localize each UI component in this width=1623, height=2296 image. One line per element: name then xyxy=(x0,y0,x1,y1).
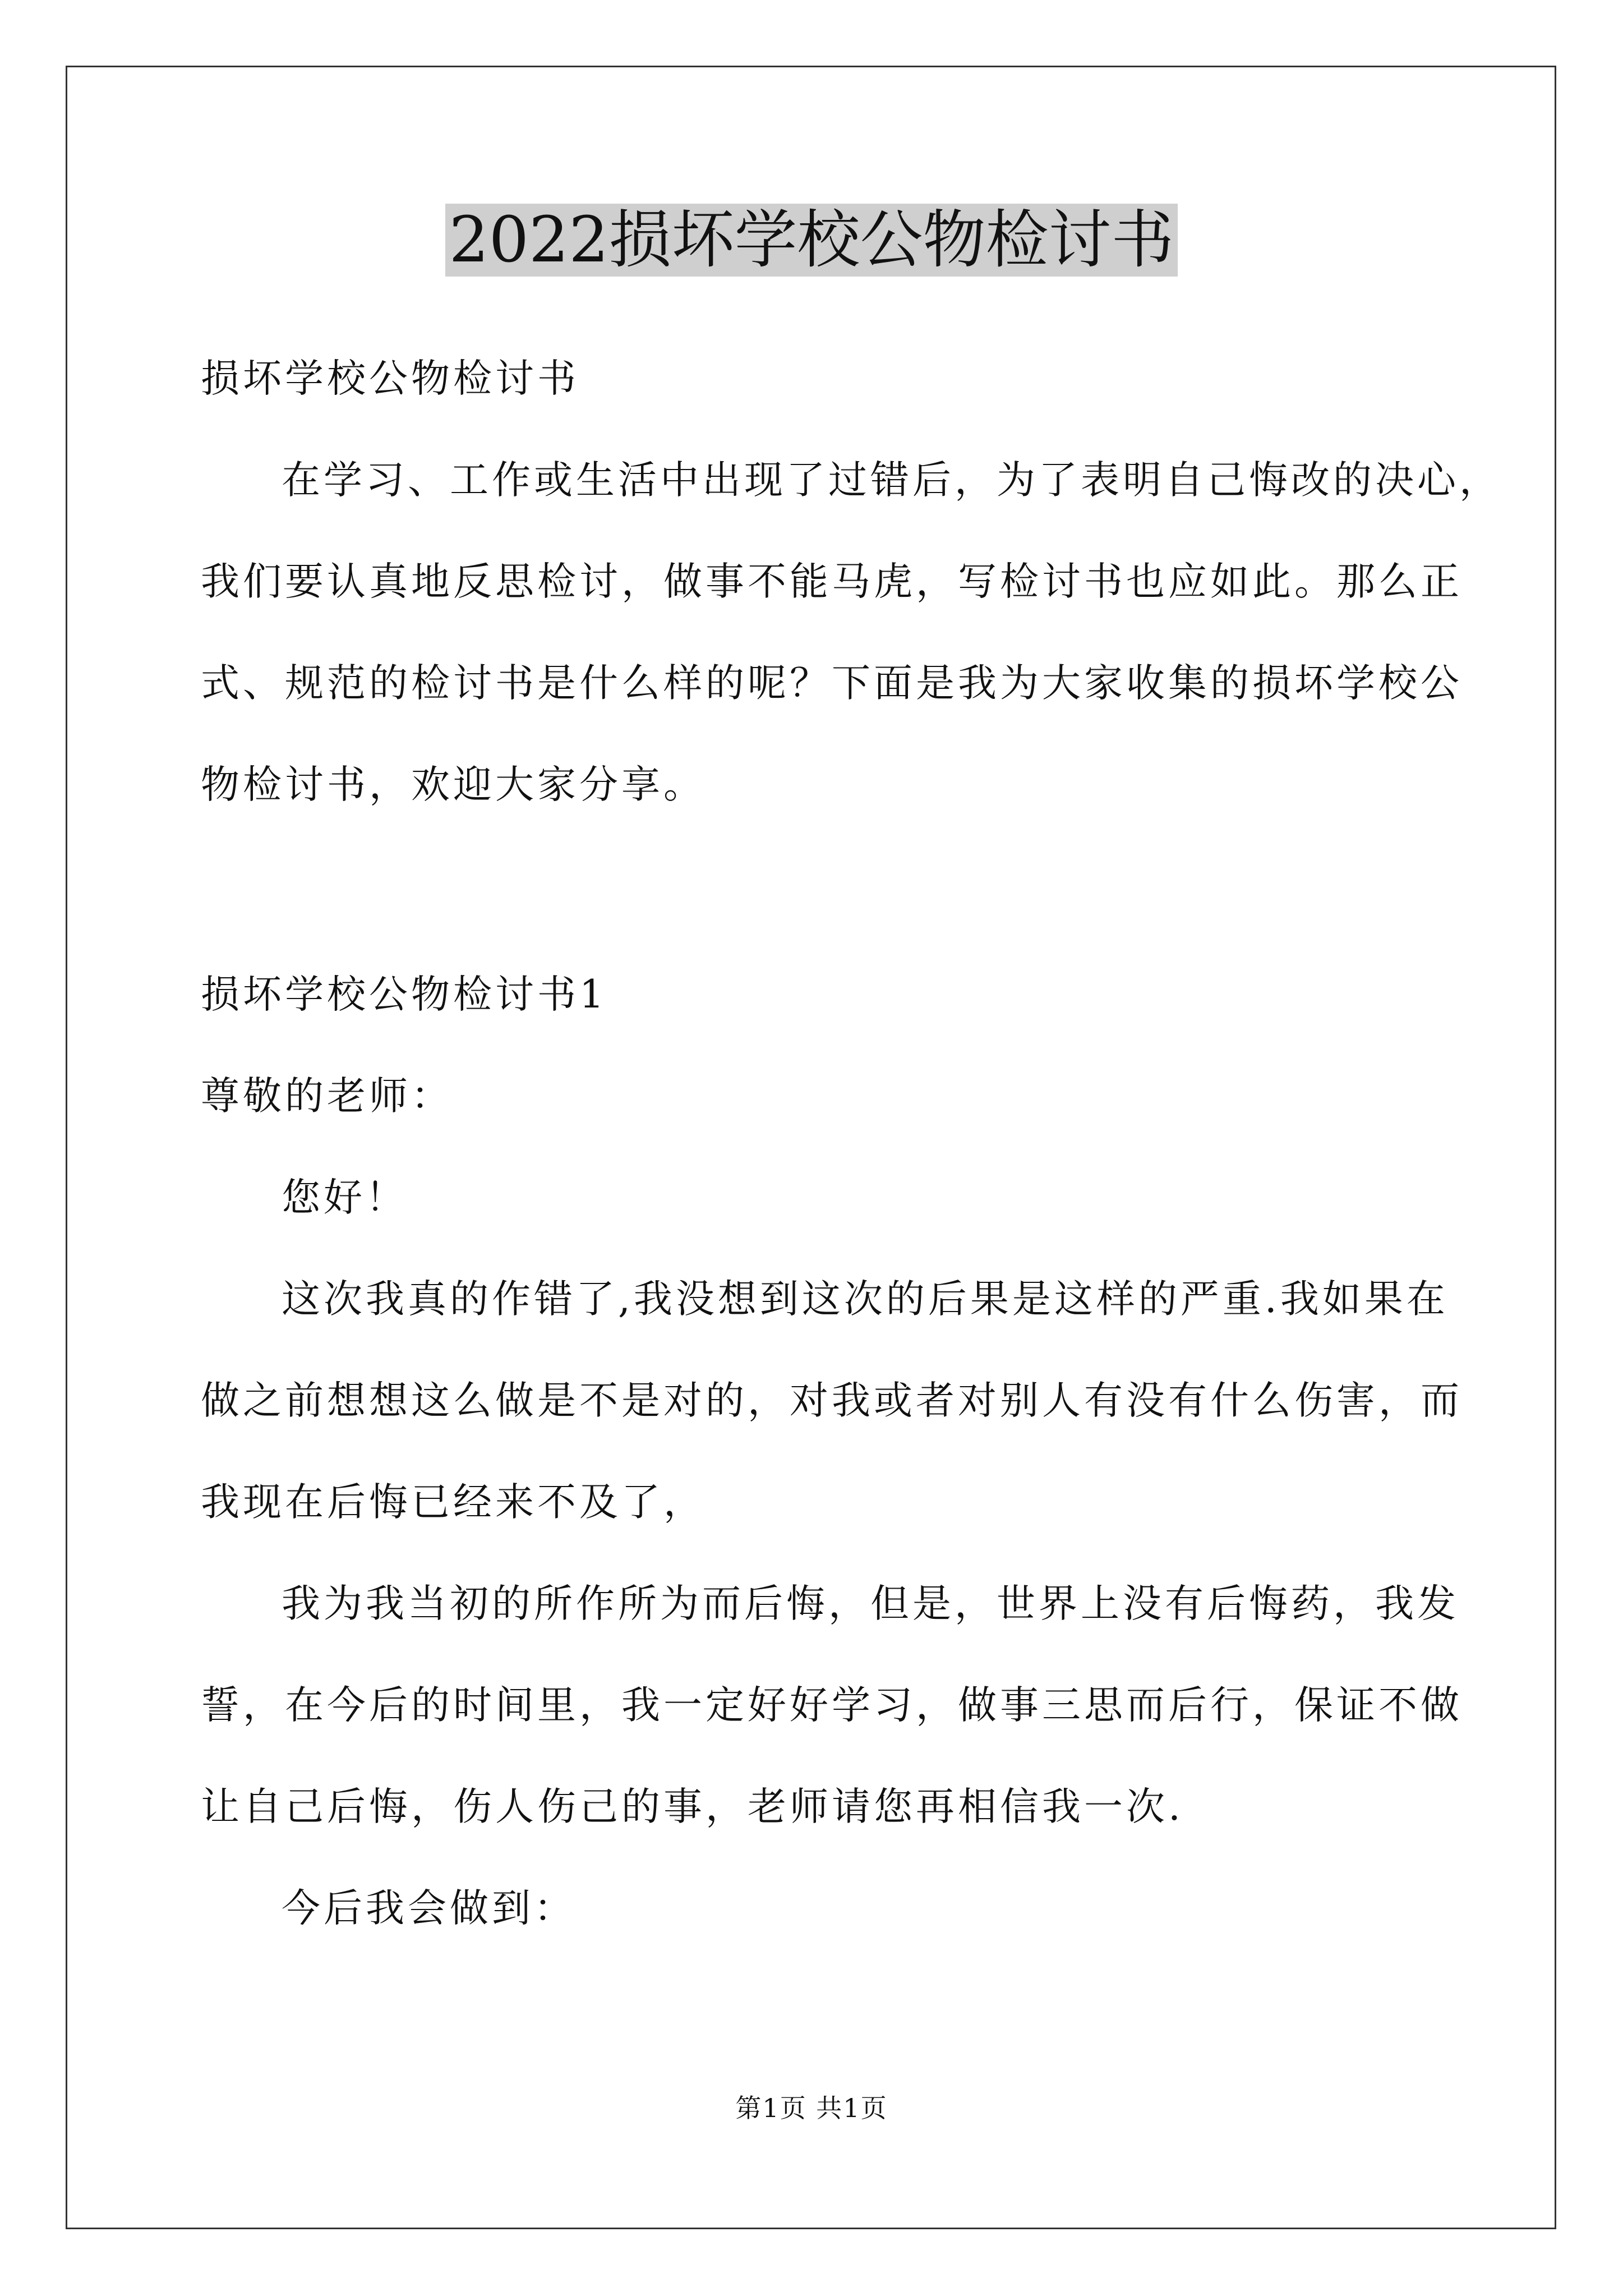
paragraph-1-line-3: 我现在后悔已经来不及了， xyxy=(201,1480,706,1525)
intro-line-4: 物检讨书，欢迎大家分享。 xyxy=(201,762,706,807)
intro-line-3: 式、规范的检讨书是什么样的呢？下面是我为大家收集的损坏学校公 xyxy=(201,661,1463,706)
page-footer: 第1页 共1页 xyxy=(735,2093,888,2123)
document-title xyxy=(0,201,1623,279)
paragraph-2-line-2: 誓，在今后的时间里，我一定好好学习，做事三思而后行，保证不做 xyxy=(201,1683,1463,1728)
paragraph-1-line-2: 做之前想想这么做是不是对的，对我或者对别人有没有什么伤害，而 xyxy=(201,1378,1463,1423)
paragraph-1-line-1: 这次我真的作错了,我没想到这次的后果是这样的严重.我如果在 xyxy=(282,1277,1449,1322)
intro-line-2: 我们要认真地反思检讨，做事不能马虎，写检讨书也应如此。那么正 xyxy=(201,559,1463,604)
greeting: 您好！ xyxy=(282,1175,408,1220)
section-heading: 损坏学校公物检讨书1 xyxy=(201,972,607,1017)
document-title-text: 2022损坏学校公物检讨书 xyxy=(445,204,1177,277)
document-subtitle: 损坏学校公物检讨书 xyxy=(201,356,579,401)
paragraph-2-line-3: 让自己后悔，伤人伤己的事，老师请您再相信我一次. xyxy=(201,1784,1184,1829)
salutation: 尊敬的老师： xyxy=(201,1074,453,1119)
paragraph-3: 今后我会做到： xyxy=(282,1886,576,1931)
paragraph-2-line-1: 我为我当初的所作所为而后悔，但是，世界上没有后悔药，我发 xyxy=(282,1581,1459,1626)
intro-line-1: 在学习、工作或生活中出现了过错后，为了表明自己悔改的决心， xyxy=(282,458,1501,503)
